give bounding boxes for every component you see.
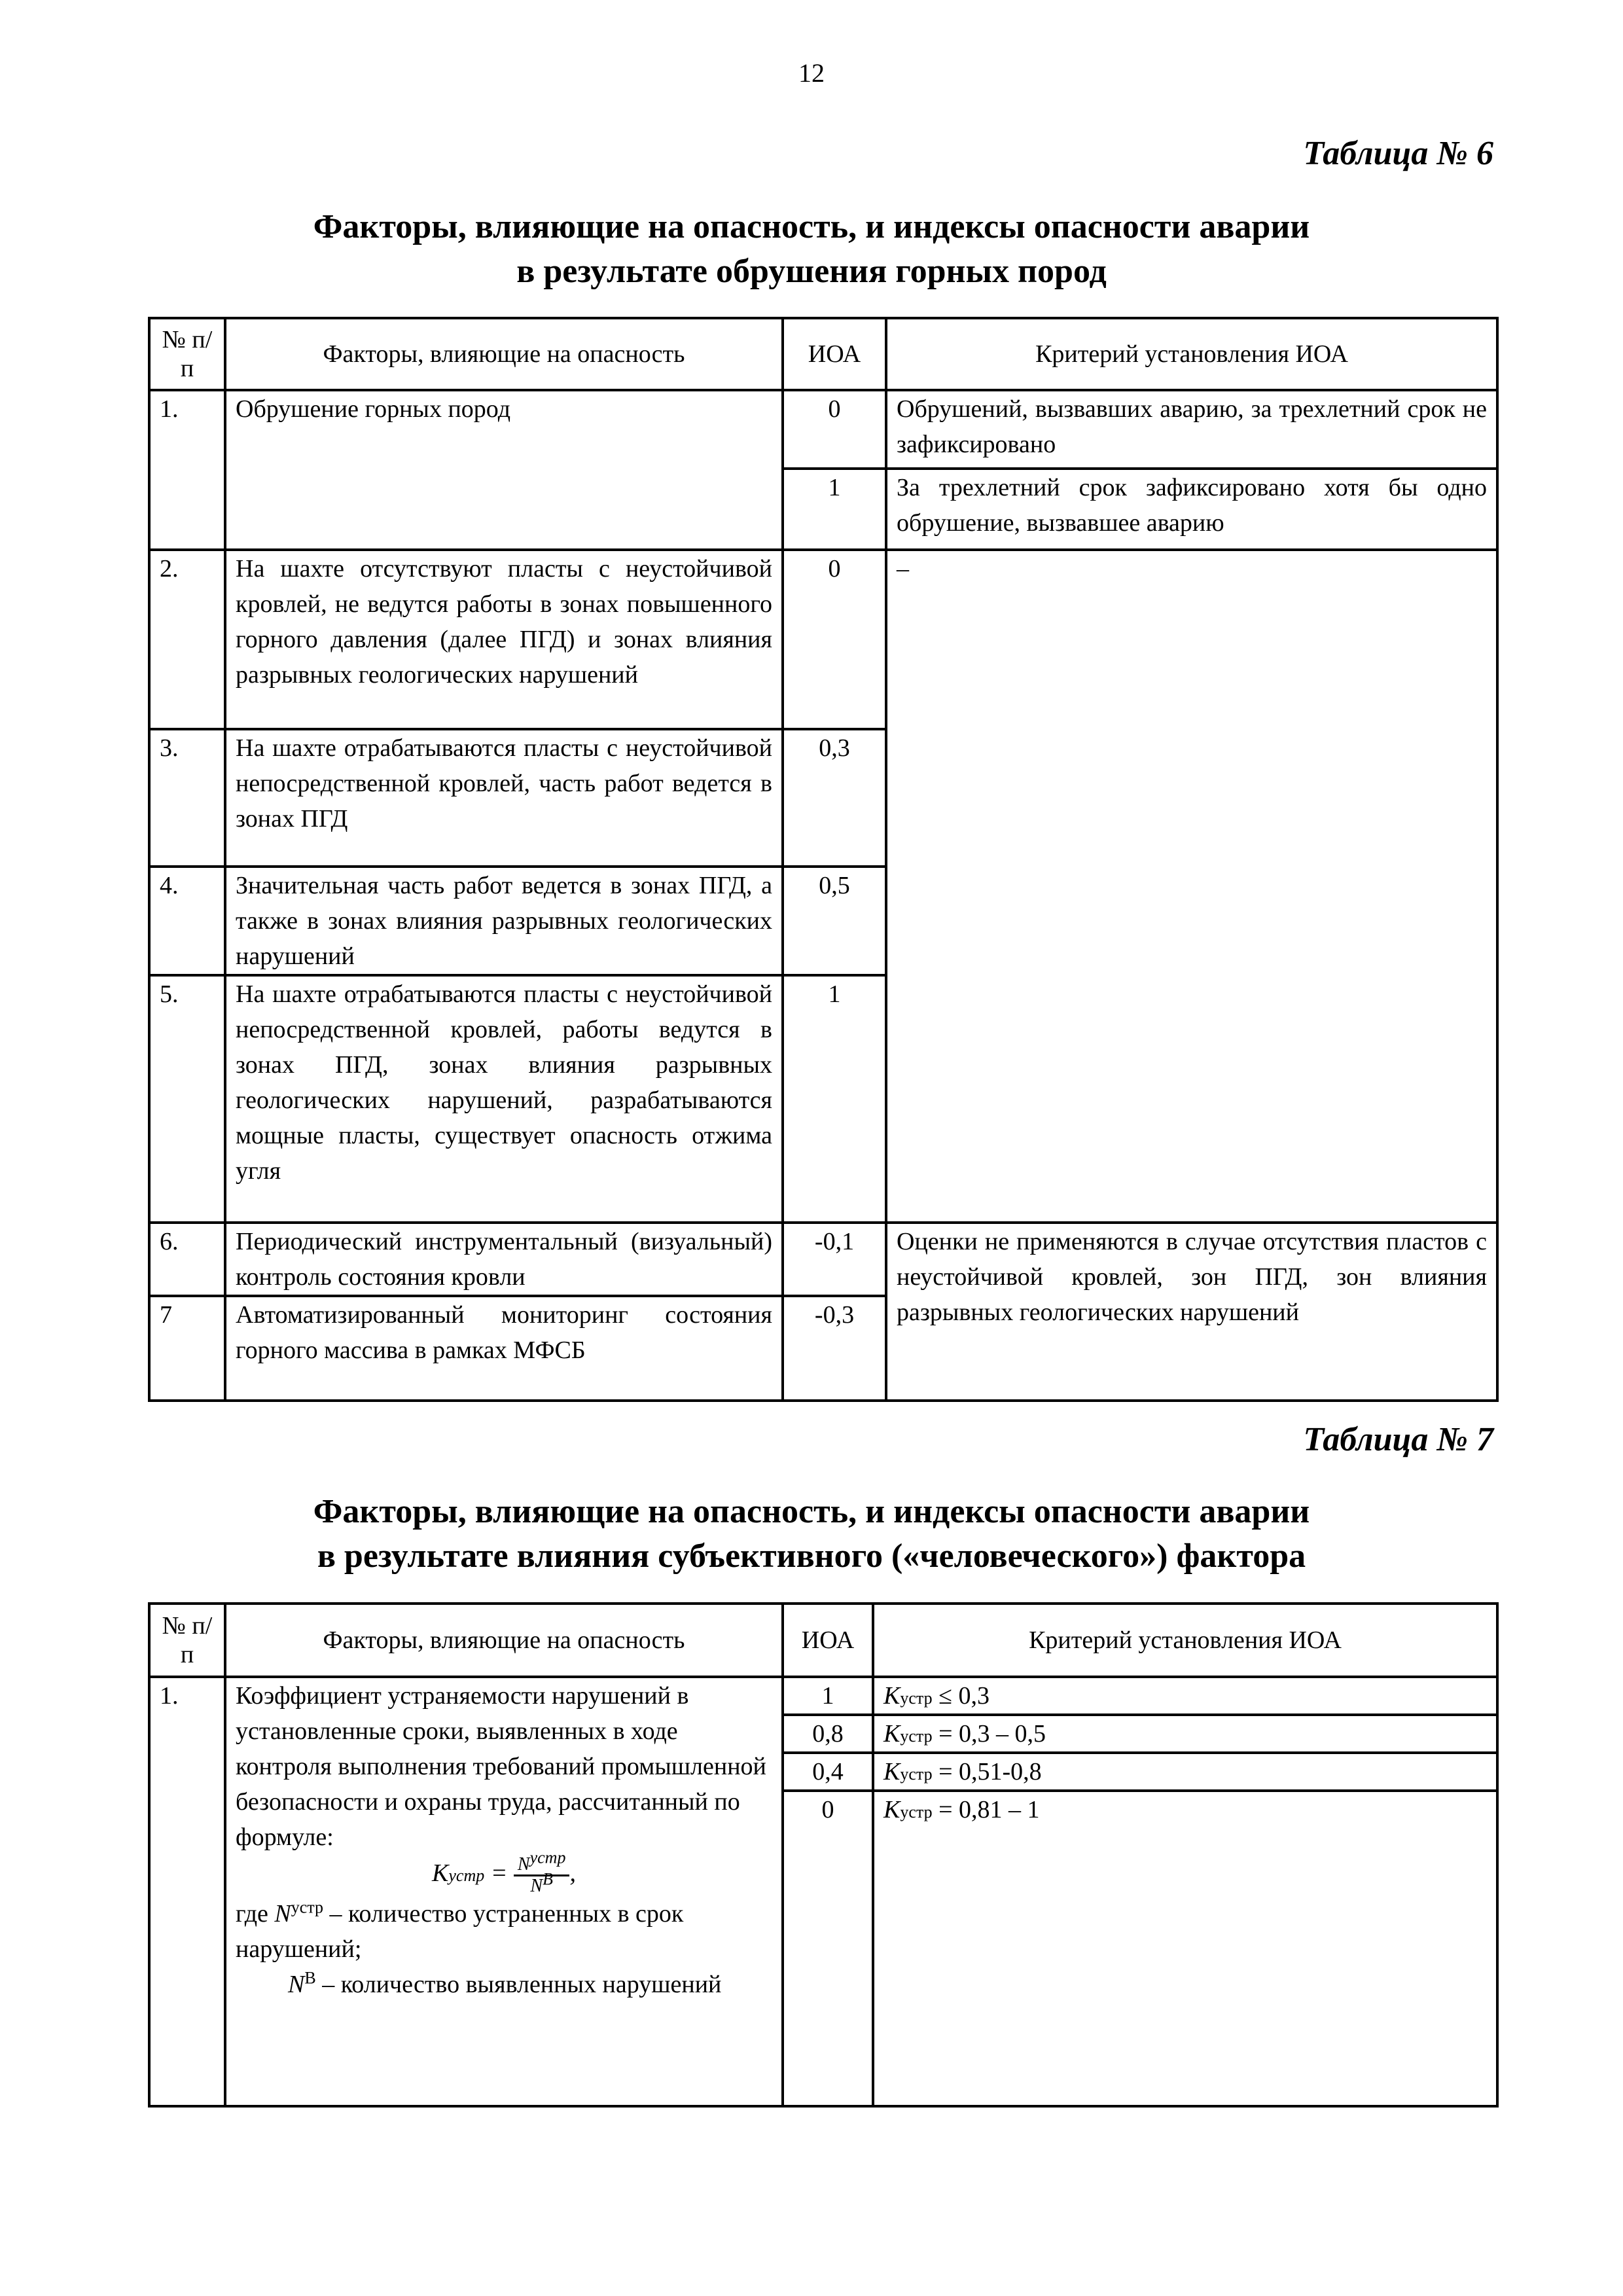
table6-label: Таблица № 6 xyxy=(1303,135,1493,172)
crit-k: K xyxy=(883,1720,901,1748)
crit-k: K xyxy=(883,1758,901,1785)
t7-header-factors: Факторы, влияющие на опасность xyxy=(225,1604,783,1677)
crit-k: K xyxy=(883,1682,901,1710)
t6-r1-crit-a: Обрушений, вызвавших аварию, за трехлетний срок не зафиксировано xyxy=(886,390,1497,469)
where-n-sup: устр xyxy=(291,1897,323,1917)
table7-title-line1: Факторы, влияющие на опасность, и индексы опасности аварии xyxy=(313,1493,1310,1530)
formula-k-sub: устр xyxy=(448,1866,485,1886)
t7-ioa-level: 0,8 xyxy=(784,1716,872,1754)
t6-r4-ioa: 0,5 xyxy=(783,867,886,975)
t6-r6-num: 6. xyxy=(149,1223,225,1296)
table7-title xyxy=(0,1490,1623,1579)
t6-r1-num: 1. xyxy=(149,390,225,550)
page-number: 12 xyxy=(798,58,825,88)
table7 xyxy=(148,1602,1499,2108)
t6-header-ioa: ИОА xyxy=(783,318,886,390)
formula-comma: , xyxy=(569,1859,576,1888)
t6-r2-ioa: 0 xyxy=(783,550,886,729)
t6-r6-factor: Периодический инструментальный (визуальный) контроль состояния кровли xyxy=(225,1223,783,1296)
t6-r1-factor: Обрушение горных пород xyxy=(225,390,783,550)
formula-num: N xyxy=(517,1854,530,1874)
table6 xyxy=(148,317,1499,1402)
t7-header-criterion: Критерий установления ИОА xyxy=(873,1604,1497,1677)
formula-fraction xyxy=(514,1848,570,1896)
t7-crit-level xyxy=(874,1678,1496,1716)
t6-r5-factor: На шахте отрабатываются пласты с неустойчивой непосредственной кровлей, работы ведутся в зонах ПГД, зонах влияния разрывных геологических нарушений, разрабатываются мощные пласты, существует опасность отжима угля xyxy=(225,975,783,1223)
t7-crit-level xyxy=(874,1792,1496,1827)
nb-sup: В xyxy=(304,1968,316,1988)
table7-title-line2: в результате влияния субъективного («человеческого») фактора xyxy=(317,1537,1306,1575)
t6-r5-num: 5. xyxy=(149,975,225,1223)
t6-r1-ioa-b: 1 xyxy=(783,469,886,550)
formula-den-sup: В xyxy=(543,1869,553,1889)
t6-r3-num: 3. xyxy=(149,729,225,867)
table6-title-line2: в результате обрушения горных пород xyxy=(516,253,1107,290)
t6-r1-crit-b: За трехлетний срок зафиксировано хотя бы одно обрушение, вызвавшее аварию xyxy=(886,469,1497,550)
t7-crit-level xyxy=(874,1754,1496,1792)
table-row xyxy=(149,390,1497,469)
t7-where-nb xyxy=(236,1967,772,2002)
t6-r3-factor: На шахте отрабатываются пласты с неустойчивой непосредственной кровлей, часть работ ведется в зонах ПГД xyxy=(225,729,783,867)
t7-ioa-level: 1 xyxy=(784,1678,872,1716)
t7-formula xyxy=(236,1848,772,1896)
table-row xyxy=(149,1677,1497,2106)
crit-k-sub: устр xyxy=(900,1803,933,1821)
t6-r7-num: 7 xyxy=(149,1296,225,1401)
t7-r1-factor xyxy=(225,1677,783,2106)
t6-r3-ioa: 0,3 xyxy=(783,729,886,867)
nb-text: – количество выявленных нарушений xyxy=(315,1971,722,1998)
t6-header-factors: Факторы, влияющие на опасность xyxy=(225,318,783,390)
t6-r4-num: 4. xyxy=(149,867,225,975)
t7-factor-text: Коэффициент устраняемости нарушений в установленные сроки, выявленных в ходе контроля выполнения требований промышленной безопасности и охраны труда, рассчитанный по формуле: xyxy=(236,1682,766,1851)
formula-eq: = xyxy=(484,1859,514,1888)
t6-r4-factor: Значительная часть работ ведется в зонах ПГД, а также в зонах влияния разрывных геологических нарушений xyxy=(225,867,783,975)
t6-r1-ioa-a: 0 xyxy=(783,390,886,469)
crit-k: K xyxy=(883,1796,901,1823)
t7-r1-num: 1. xyxy=(149,1677,225,2106)
formula-k: K xyxy=(432,1859,449,1888)
t7-r1-criterion xyxy=(873,1677,1497,2106)
t7-header-ioa: ИОА xyxy=(783,1604,873,1677)
table6-title xyxy=(0,205,1623,294)
t6-r7-factor: Автоматизированный мониторинг состояния горного массива в рамках МФСБ xyxy=(225,1296,783,1401)
t6-r2-5-crit: – xyxy=(886,550,1497,1223)
t7-ioa-level: 0 xyxy=(821,1796,834,1823)
t6-r5-ioa: 1 xyxy=(783,975,886,1223)
nb-n: N xyxy=(288,1971,305,1998)
formula-den: N xyxy=(530,1876,543,1896)
t6-r6-ioa: -0,1 xyxy=(783,1223,886,1296)
t6-header-num: № п/п xyxy=(149,318,225,390)
crit-k-sub: устр xyxy=(900,1727,933,1746)
t7-r1-ioa xyxy=(783,1677,873,2106)
t7-where-n xyxy=(236,1896,772,1967)
formula-num-sup: устр xyxy=(529,1848,566,1867)
table7-label: Таблица № 7 xyxy=(1303,1421,1493,1458)
crit-cond: = 0,81 – 1 xyxy=(932,1796,1040,1823)
crit-cond: = 0,3 – 0,5 xyxy=(932,1720,1046,1748)
t7-ioa-level: 0,4 xyxy=(784,1754,872,1792)
crit-k-sub: устр xyxy=(900,1689,933,1708)
t6-r2-num: 2. xyxy=(149,550,225,729)
t6-r2-factor: На шахте отсутствуют пласты с неустойчивой кровлей, не ведутся работы в зонах повышенного горного давления (далее ПГД) и зонах влияния разрывных геологических нарушений xyxy=(225,550,783,729)
table-row xyxy=(149,550,1497,729)
table-row xyxy=(149,1223,1497,1296)
where-text: – количество устраненных в срок нарушений; xyxy=(236,1900,684,1963)
t7-crit-level xyxy=(874,1716,1496,1754)
t7-header-num: № п/п xyxy=(149,1604,225,1677)
where-prefix: где xyxy=(236,1900,275,1928)
crit-cond: = 0,51-0,8 xyxy=(932,1758,1042,1785)
table6-title-line1: Факторы, влияющие на опасность, и индексы опасности аварии xyxy=(313,208,1310,245)
crit-k-sub: устр xyxy=(900,1765,933,1784)
crit-cond: ≤ 0,3 xyxy=(932,1682,990,1710)
t6-header-criterion: Критерий установления ИОА xyxy=(886,318,1497,390)
where-n: N xyxy=(274,1900,291,1928)
t6-r6-7-crit: Оценки не применяются в случае отсутствия пластов с неустойчивой кровлей, зон ПГД, зон влияния разрывных геологических нарушений xyxy=(886,1223,1497,1401)
t6-r7-ioa: -0,3 xyxy=(783,1296,886,1401)
